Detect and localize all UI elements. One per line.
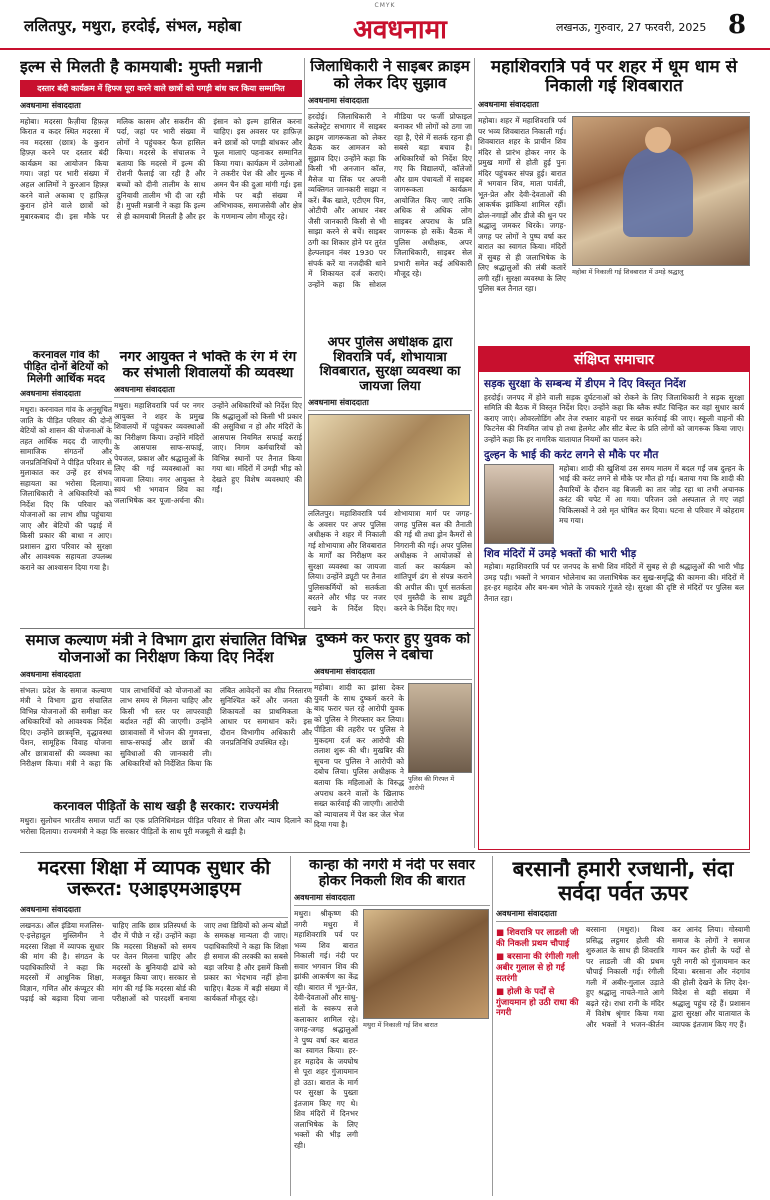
article-byline: अवधनामा संवाददाता <box>20 100 302 114</box>
article-byline: अवधनामा संवाददाता <box>496 908 750 922</box>
article-byline: अवधनामा संवाददाता <box>308 397 472 411</box>
article-headline: नगर आयुक्त ने भक्ति के रंग में रंग कर संभाली शिवालयों की व्यवस्था <box>119 350 297 381</box>
cmyk-marker: CMYK <box>374 2 396 9</box>
article-byline: अवधनामा संवाददाता <box>478 99 750 113</box>
page-number: 8 <box>728 10 747 40</box>
article-headline: बरसानौ हमारी रजधानी, संदा सर्वदा पर्वत ऊपर <box>512 858 734 905</box>
highlight-bullet: ■ होली के पर्दों से गुंजायमान हो उठी राधा की नगरी <box>496 987 580 1019</box>
article-headline: अपर पुलिस अधीक्षक द्वारा शिवरात्रि पर्व, शोभायात्रा शिवबारात, सुरक्षा व्यवस्था का जायजा लिया <box>319 336 461 394</box>
article-byline: अवधनामा संवाददाता <box>20 669 312 683</box>
brief-title: शिव मंदिरों में उमड़े भक्तों की भारी भीड़ <box>484 547 637 560</box>
article-body: महोबा। शहर में महाशिवरात्रि पर्व पर भव्य शिवबारात निकाली गई। शिवबारात शहर के प्राचीन शिव मंदिर से प्रारंभ होकर नगर के प्रमुख मार्गों से होती हुई पुनः मंदिर पहुंचकर संपन्न हुई। बारात में भगवान शिव, माता पार्वती, भूत-प्रेत और देवी-देवताओं की आकर्षक झांकियां शामिल रहीं। ढोल-नगाड़ों और डीजे की धुन पर श्रद्धालु जमकर थिरके। जगह-जगह पर लोगों ने पुष्प वर्षा कर बारात का स्वागत किया। मंदिरों में सुबह से ही जलाभिषेक के लिए श्रद्धालुओं की लंबी कतारें लगी रहीं। सुरक्षा व्यवस्था के लिए पुलिस बल तैनात रहा। <box>478 116 566 294</box>
article-asp-shivratri <box>308 336 472 626</box>
article-nagar-ayukt <box>114 350 302 626</box>
article-headline: समाज कल्याण मंत्री ने विभाग द्वारा संचालित विभिन्न योजनाओं का निरीक्षण किया दिए निर्देश <box>25 632 307 666</box>
arrest-photo <box>408 683 472 773</box>
brief-body: महोबा। शादी की खुशियां उस समय मातम में बदल गईं जब दुल्हन के भाई की करंट लगने से मौके पर मौत हो गई। बताया गया कि शादी की तैयारियों के दौरान वह बिजली का तार जोड़ रहा था तभी अचानक करंट की चपेट में आ गया। परिजन उसे अस्पताल ले गए जहां चिकित्सकों ने उसे मृत घोषित कर दिया। घटना से परिवार में कोहराम मच गया। <box>559 463 744 526</box>
masthead-date: लखनऊ, गुरुवार, 27 फरवरी, 2025 <box>556 21 707 34</box>
article-body: हरदोई। जिलाधिकारी ने कलेक्ट्रेट सभागार में साइबर क्राइम जागरूकता को लेकर बैठक कर आमजन को सुझाव दिए। उन्होंने कहा कि किसी भी अनजान कॉल, मैसेज या लिंक पर अपनी व्यक्तिगत जानकारी साझा न करें। बैंक खाते, एटीएम पिन, ओटीपी और आधार नंबर जैसी जानकारी किसी से भी साझा करने से बचें। साइबर ठगी का शिकार होने पर तुरंत हेल्पलाइन नंबर 1930 पर संपर्क करें या नजदीकी थाने में शिकायत दर्ज कराएं। उन्होंने कहा कि सोशल मीडिया पर फर्जी प्रोफाइल बनाकर भी लोगों को ठगा जा रहा है, ऐसे में सतर्क रहना ही सबसे बड़ा बचाव है। अधिकारियों को निर्देश दिए गए कि विद्यालयों, कॉलेजों और ग्राम पंचायतों में साइबर जागरूकता कार्यक्रम आयोजित किए जाएं ताकि अधिक से अधिक लोग साइबर अपराध के प्रति जागरूक हो सकें। बैठक में पुलिस अधीक्षक, अपर जिलाधिकारी, साइबर सेल प्रभारी समेत कई अधिकारी मौजूद रहे। <box>308 111 472 289</box>
article-body: महोबा। शादी का झांसा देकर युवती के साथ दुष्कर्म करने के बाद फरार चल रहे आरोपी युवक को पुलिस ने गिरफ्तार कर लिया। पीड़िता की तहरीर पर पुलिस ने मुकदमा दर्ज कर आरोपी की तलाश शुरू की थी। मुखबिर की सूचना पर पुलिस ने आरोपी को दबोच लिया। पुलिस अधीक्षक ने बताया कि महिलाओं के विरुद्ध अपराध करने वालों के खिलाफ सख्त कार्रवाई की जाएगी। आरोपी को न्यायालय में पेश कर जेल भेज दिया गया है। <box>314 683 404 830</box>
article-body: मथुरा। महाशिवरात्रि पर्व पर नगर आयुक्त ने शहर के प्रमुख शिवालयों में पहुंचकर व्यवस्थाओं का निरीक्षण किया। उन्होंने मंदिरों के आसपास साफ-सफाई, पेयजल, प्रकाश और श्रद्धालुओं के लिए की गई व्यवस्थाओं का जायजा लिया। नगर आयुक्त ने स्वयं भी भगवान शिव का जलाभिषेक कर पूजा-अर्चना की। उन्होंने अधिकारियों को निर्देश दिए कि श्रद्धालुओं को किसी भी प्रकार की असुविधा न हो और मंदिरों के आसपास नियमित सफाई कराई जाए। निगम कर्मचारियों को विभिन्न स्थानों पर तैनात किया गया था। मंदिरों में उमड़ी भीड़ को देखते हुए विशेष व्यवस्थाएं की गईं। <box>114 401 302 505</box>
column-rule <box>492 856 493 1196</box>
newspaper-logo: अवधनामा <box>353 15 447 45</box>
sub-headline: करनावल पीड़ितों के साथ खड़ी है सरकार: राज्यमंत्री <box>53 798 279 813</box>
article-headline: करनावल गांव की पीड़ित दोनों बेटियों को मिलेगी आर्थिक मदद <box>23 350 109 385</box>
article-headline: मदरसा शिक्षा में व्यापक सुधार की जरूरत: एआइएमआइएम <box>37 858 271 901</box>
section-rule <box>20 852 750 853</box>
article-mathura-shivbarat <box>294 858 490 1194</box>
article-byline: अवधनामा संवाददाता <box>20 388 112 402</box>
mathura-photo <box>363 909 489 1019</box>
article-headline: इल्म से मिलती है कामयाबी: मुफ्ती मन्नानी <box>20 58 262 76</box>
article-body: मथुरा। करनावल गांव के अनुसूचित जाति के पीड़ित परिवार की दोनों बेटियों को शासन की योजनाओं के तहत आर्थिक मदद दी जाएगी। सामाजिक संगठनों और जनप्रतिनिधियों ने पीड़ित परिवार से मुलाकात कर उन्हें हर संभव सहायता का भरोसा दिलाया। जिलाधिकारी ने अधिकारियों को निर्देश दिए कि परिवार को योजनाओं का लाभ शीघ्र पहुंचाया जाए और बेटियों की पढ़ाई में किसी प्रकार की बाधा न आए। प्रशासन द्वारा परिवार को सुरक्षा और आवश्यक सहायता उपलब्ध कराने का आश्वासन दिया गया है। <box>20 405 112 572</box>
highlight-bullet: ■ बरसाना की रंगीली गली अबीर गुलाल से हो गई सतरंगी <box>496 952 580 984</box>
masthead <box>0 8 770 50</box>
article-body: बरसाना (मथुरा)। विश्व प्रसिद्ध लट्ठमार होली की शुरुआत के साथ ही शिवरात्रि पर लाडली जी की प्रथम चौपाई निकाली गई। रंगीली गली में अबीर-गुलाल उड़ाते हुए श्रद्धालु नाचते-गाते आगे बढ़ते रहे। राधा रानी के मंदिर में विशेष श्रृंगार किया गया और भक्तों ने भजन-कीर्तन कर आनंद लिया। गोस्वामी समाज के लोगों ने समाज गायन कर होली के पदों से पूरी नगरी को गुंजायमान कर दिया। बरसाना और नंदगांव की होली देखने के लिए देश-विदेश से बड़ी संख्या में श्रद्धालु पहुंच रहे हैं। प्रशासन द्वारा सुरक्षा और यातायात के व्यापक इंतजाम किए गए हैं। <box>586 925 750 1029</box>
brief-title: सड़क सुरक्षा के सम्बन्ध में डीएम ने दिए विस्तृत निर्देश <box>484 378 686 390</box>
asp-photo <box>308 414 470 506</box>
article-cyber <box>308 58 472 334</box>
article-body: महोबा। मदरसा फ़ैज़ीया हिफ़ज़ किरात व कदर स्थित मदरसा में नव मदरसा (छात्र) के कुरान हिफ़्ज़ करने पर दस्तार बंदी कार्यक्रम का आयोजन किया गया। जहां पर भारी संख्या में अहल आलिमों ने कुरआन हिफ़्ज़ करने वाले अकाबा ए हाफ़िज़ कुरान होने वाले छात्रों को मुबारकबाद दी। इस मौके पर मलिक कासम और सकरीन की पर्दा, जहां पर भारी संख्या में लोगों ने पहुंचकर फैज हासिल किया। मदरसे के संचालक ने बताया कि मदरसे में इल्म की रोशनी फैलाई जा रही है और बच्चों को दीनी तालीम के साथ दुनियावी तालीम भी दी जा रही है। मुफ्ती मन्नानी ने कहा कि इल्म से ही कामयाबी मिलती है और हर इंसान को इल्म हासिल करना चाहिए। इस अवसर पर हाफ़िज़ बने छात्रों को पगड़ी बांधकर और फूल मालाएं पहनाकर सम्मानित किया गया। कार्यक्रम में उलेमाओं ने तकरीर पेश की और मुल्क में अमन चैन की दुआ मांगी गई। इस मौके पर बड़ी संख्या में अभिभावक, समाजसेवी और क्षेत्र के गणमान्य लोग मौजूद रहे। <box>20 116 302 221</box>
briefs-box <box>478 346 750 850</box>
brief-body: महोबा। महाशिवरात्रि पर्व पर जनपद के सभी शिव मंदिरों में सुबह से ही श्रद्धालुओं की भारी भीड़ उमड़ पड़ी। भक्तों ने भगवान भोलेनाथ का जलाभिषेक कर सुख-समृद्धि की कामना की। मंदिरों में हर-हर महादेव और बम-बम भोले के जयकारे गूंजते रहे। सुरक्षा की दृष्टि से मंदिरों पर पुलिस बल तैनात रहा। <box>484 562 744 603</box>
column-rule <box>474 58 475 848</box>
article-samaj-kalyan <box>20 632 312 850</box>
article-body: ललितपुर। महाशिवरात्रि पर्व के अवसर पर अपर पुलिस अधीक्षक ने शहर में निकाली गई शोभायात्रा और शिवबारात के मार्गों का निरीक्षण कर सुरक्षा व्यवस्था का जायजा लिया। उन्होंने ड्यूटी पर तैनात पुलिसकर्मियों को सतर्कता बरतने और भीड़ पर नजर रखने के निर्देश दिए। शोभायात्रा मार्ग पर जगह-जगह पुलिस बल की तैनाती की गई थी तथा ड्रोन कैमरों से निगरानी की गई। अपर पुलिस अधीक्षक ने आयोजकों से वार्ता कर कार्यक्रम को शांतिपूर्ण ढंग से संपन्न कराने की अपील की। पूर्ण सतर्कता एवं मुस्तैदी के साथ ड्यूटी करने के निर्देश दिए गए। <box>308 509 472 613</box>
column-rule <box>290 856 291 1196</box>
brief-body: हरदोई। जनपद में होने वाली सड़क दुर्घटनाओं को रोकने के लिए जिलाधिकारी ने सड़क सुरक्षा समिति की बैठक में विस्तृत निर्देश दिए। उन्होंने कहा कि ब्लैक स्पॉट चिन्हित कर वहां सुधार कार्य कराए जाएं। ओवरलोडिंग और तेज रफ्तार वाहनों पर सख्त कार्रवाई की जाए। स्कूली वाहनों की फिटनेस की नियमित जांच हो तथा हेलमेट और सीट बेल्ट के प्रति लोगों को जागरूक किया जाए। उन्होंने कहा कि हर नागरिक यातायात नियमों का पालन करे। <box>484 392 744 444</box>
sub-body: मथुरा। सुलोचन भारतीय समाज पार्टी का एक प्रतिनिधिमंडल पीड़ित परिवार से मिला और न्याय दिलाने का भरोसा दिलाया। राज्यमंत्री ने कहा कि सरकार पीड़ितों के साथ पूरी मजबूती से खड़ी है। <box>20 816 312 836</box>
article-headline: जिलाधिकारी ने साइबर क्राइम को लेकर दिए सुझाव <box>310 58 470 92</box>
section-rule <box>20 628 474 629</box>
article-shivbarat-mahoba <box>478 58 750 344</box>
article-arrest <box>314 632 472 850</box>
article-madrasa <box>20 858 288 1194</box>
article-headline: कान्हा की नगरी में नंदी पर सवार होकर निकली शिव की बारात <box>309 858 475 889</box>
article-byline: अवधनामा संवाददाता <box>20 904 288 918</box>
article-byline: अवधनामा संवाददाता <box>294 892 490 906</box>
article-karnaval <box>20 350 112 626</box>
highlight-bullet: ■ शिवरात्रि पर लाडली जी की निकली प्रथम चौपाई <box>496 928 580 949</box>
article-strap: दस्तार बंदी कार्यक्रम में हिफ्ज पूरा करने वाले छात्रों को पगड़ी बांध कर किया सम्मानित <box>20 80 302 97</box>
brief-title: दुल्हन के भाई की करंट लगने से मौके पर मौत <box>484 449 659 462</box>
photo-caption: पुलिस की गिरफ्त में आरोपी <box>408 775 455 792</box>
article-body: संभल। प्रदेश के समाज कल्याण मंत्री ने विभाग द्वारा संचालित विभिन्न योजनाओं की समीक्षा कर अधिकारियों को आवश्यक निर्देश दिए। उन्होंने छात्रवृत्ति, वृद्धावस्था पेंशन, सामूहिक विवाह योजना और छात्रावासों की व्यवस्था का निरीक्षण किया। मंत्री ने कहा कि पात्र लाभार्थियों को योजनाओं का लाभ समय से मिलना चाहिए और किसी भी स्तर पर लापरवाही बर्दाश्त नहीं की जाएगी। उन्होंने छात्रावासों में भोजन की गुणवत्ता, साफ-सफाई और छात्रों की सुविधाओं की जानकारी ली। अधिकारियों को निर्देशित किया कि लंबित आवेदनों का शीघ्र निस्तारण सुनिश्चित करें और जनता की शिकायतों का प्राथमिकता के आधार पर समाधान करें। इस दौरान विभागीय अधिकारी और जनप्रतिनिधि उपस्थित रहे। <box>20 685 312 769</box>
article-barsana <box>496 858 750 1194</box>
shivbarat-photo <box>572 116 750 266</box>
column-rule <box>304 58 305 628</box>
photo-caption: महोबा में निकाली गई शिवबारात में उमड़े श्रद्धालु <box>572 268 684 277</box>
article-headline: महाशिवरात्रि पर्व पर शहर में धूम धाम से निकाली गई शिवबारात <box>490 58 738 97</box>
article-byline: अवधनामा संवाददाता <box>114 384 302 398</box>
article-body: मथुरा। श्रीकृष्ण की नगरी मथुरा में महाशिवरात्रि पर्व पर भव्य शिव बारात निकाली गई। नंदी पर सवार भगवान शिव की झांकी आकर्षण का केंद्र रही। बारात में भूत-प्रेत, देवी-देवताओं और साधु-संतों के स्वरूप सजे कलाकार शामिल रहे। जगह-जगह श्रद्धालुओं ने पुष्प वर्षा कर बारात का स्वागत किया। हर-हर महादेव के जयघोष से पूरा शहर गुंजायमान हो उठा। बारात के मार्ग पर सुरक्षा के पुख्ता इंतजाम किए गए थे। शिव मंदिरों में दिनभर जलाभिषेक के लिए भक्तों की भीड़ लगी रही। <box>294 909 358 1150</box>
masthead-cities: ललितपुर, मथुरा, हरदोई, संभल, महोबा <box>24 17 242 35</box>
article-byline: अवधनामा संवाददाता <box>308 95 472 109</box>
article-ilm <box>20 58 302 348</box>
article-headline: दुष्कर्म कर फरार हुए युवक को पुलिस ने दबोचा <box>315 632 471 663</box>
article-byline: अवधनामा संवाददाता <box>314 666 472 680</box>
photo-caption: मथुरा में निकाली गई शिव बारात <box>363 1021 438 1030</box>
briefs-header: संक्षिप्त समाचार <box>479 347 749 372</box>
brief-photo <box>484 464 554 544</box>
article-body: लखनऊ। ऑल इंडिया मजलिस-ए-इत्तेहादुल मुस्लिमीन ने मदरसा शिक्षा में व्यापक सुधार की मांग की है। संगठन के पदाधिकारियों ने कहा कि मदरसों में आधुनिक शिक्षा, विज्ञान, गणित और कंप्यूटर की पढ़ाई को बढ़ावा दिया जाना चाहिए ताकि छात्र प्रतिस्पर्धा के दौर में पीछे न रहें। उन्होंने कहा कि मदरसा शिक्षकों को समय पर वेतन मिलना चाहिए और मदरसों के बुनियादी ढांचे को मजबूत किया जाए। सरकार से मांग की गई कि मदरसा बोर्ड की परीक्षाओं को पारदर्शी बनाया जाए तथा डिग्रियों को अन्य बोर्डों के समकक्ष मान्यता दी जाए। पदाधिकारियों ने कहा कि शिक्षा ही समाज की तरक्की का सबसे बड़ा जरिया है और इसमें किसी प्रकार का भेदभाव नहीं होना चाहिए। बैठक में बड़ी संख्या में कार्यकर्ता मौजूद रहे। <box>20 920 288 1004</box>
